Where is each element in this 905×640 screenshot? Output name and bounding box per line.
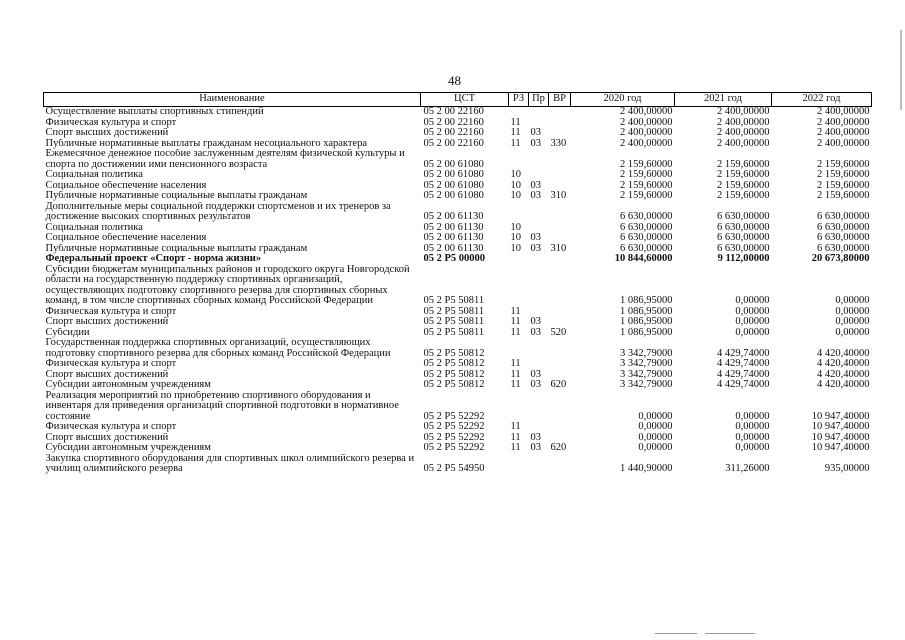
- table-row: [44, 359, 872, 370]
- cell-rz: 11: [510, 317, 521, 327]
- cell-rz: 11: [510, 380, 521, 390]
- cell-rz: 11: [510, 443, 521, 453]
- cell-2021: 6 630,00000: [717, 243, 770, 254]
- cell-cst: 05 2 P5 50812: [423, 359, 485, 369]
- header-name: Наименование: [44, 93, 421, 107]
- table-row: [44, 223, 872, 234]
- cell-2021: 0,00000: [735, 443, 770, 453]
- table-header-row: [44, 93, 872, 107]
- cell-vr: [549, 202, 571, 223]
- cell-vr: [549, 170, 571, 181]
- cell-2021: 2 400,00000: [717, 117, 770, 128]
- cell-vr: [549, 359, 571, 370]
- cell-name: Закупка спортивного оборудования для спортивных школ олимпийского резерва и училищ олимпийского резерва: [45, 453, 415, 474]
- cell-rz: 11: [510, 306, 521, 317]
- cell-2021: 2 400,00000: [717, 128, 770, 138]
- cell-2021: 2 159,60000: [717, 158, 770, 170]
- cell-2022: 4 420,40000: [817, 380, 870, 390]
- cell-cst: 05 2 P5 00000: [423, 254, 486, 264]
- cell-2022: 2 159,60000: [817, 180, 870, 191]
- cell-rz: [509, 149, 529, 170]
- table-row: [44, 181, 872, 192]
- cell-cst: 05 2 P5 50812: [423, 369, 485, 380]
- cell-2020: 3 342,79000: [620, 380, 673, 390]
- cell-cst: 05 2 00 22160: [423, 106, 484, 117]
- table-row: [44, 422, 872, 433]
- cell-rz: 11: [510, 138, 521, 149]
- cell-rz: 11: [510, 369, 521, 380]
- scan-edge-mark: [900, 30, 902, 110]
- cell-rz: 10: [510, 180, 521, 191]
- cell-pr: 03: [530, 191, 541, 201]
- cell-rz: 11: [510, 432, 521, 443]
- cell-cst: 05 2 P5 50811: [423, 327, 485, 338]
- cell-2021: 2 159,60000: [717, 180, 770, 191]
- cell-2021: 2 159,60000: [717, 191, 770, 201]
- cell-2020: 0,00000: [638, 410, 673, 422]
- cell-cst: 05 2 P5 50812: [423, 380, 485, 390]
- cell-2022: 0,00000: [835, 317, 870, 327]
- cell-2020: 1 086,95000: [620, 306, 673, 317]
- cell-cst: 05 2 P5 50811: [423, 317, 485, 327]
- cell-vr: 310: [550, 243, 567, 254]
- cell-2022: 0,00000: [835, 306, 870, 317]
- cell-pr: [529, 118, 549, 129]
- cell-name: Субсидии автономным учреждениям: [45, 443, 211, 453]
- cell-2020: 10 844,60000: [614, 254, 673, 264]
- table-row: [44, 139, 872, 150]
- cell-2020: 1 086,95000: [620, 317, 673, 327]
- header-2020: 2020 год: [571, 93, 675, 107]
- cell-vr: [549, 317, 571, 328]
- cell-pr: [529, 422, 549, 433]
- cell-2022: 2 400,00000: [817, 106, 870, 117]
- cell-cst: 05 2 P5 52292: [423, 410, 485, 422]
- cell-pr: [529, 391, 549, 423]
- cell-pr: 03: [530, 317, 541, 327]
- cell-cst: 05 2 00 61080: [423, 180, 484, 191]
- table-row: [44, 107, 872, 118]
- cell-2021: 0,00000: [735, 295, 770, 306]
- cell-vr: [549, 254, 571, 265]
- cell-name: Физическая культура и спорт: [45, 422, 177, 432]
- table-row: [44, 128, 872, 139]
- cell-vr: [549, 338, 571, 359]
- table-row: [44, 454, 872, 475]
- cell-vr: [549, 422, 571, 433]
- cell-2022: 2 400,00000: [817, 117, 870, 128]
- cell-pr: [529, 223, 549, 234]
- table-row: [44, 380, 872, 391]
- cell-2020: 3 342,79000: [620, 347, 673, 359]
- cell-name: Субсидии автономным учреждениям: [45, 380, 211, 390]
- cell-vr: [549, 370, 571, 381]
- cell-cst: 05 2 00 61080: [423, 158, 484, 170]
- cell-2021: 4 429,74000: [717, 380, 770, 390]
- cell-vr: [549, 223, 571, 234]
- cell-vr: [549, 433, 571, 444]
- table-row: [44, 338, 872, 359]
- cell-2022: 2 159,60000: [817, 158, 870, 170]
- cell-2020: 0,00000: [638, 443, 673, 453]
- cell-2022: 6 630,00000: [817, 211, 870, 222]
- cell-pr: 03: [530, 327, 541, 338]
- cell-pr: 03: [530, 128, 541, 138]
- cell-2020: 2 400,00000: [620, 106, 673, 117]
- cell-vr: [549, 107, 571, 118]
- cell-rz: 11: [510, 117, 521, 128]
- cell-2021: 0,00000: [735, 306, 770, 317]
- cell-rz: 11: [510, 327, 521, 338]
- cell-pr: 03: [530, 180, 541, 191]
- cell-2021: 4 429,74000: [717, 369, 770, 380]
- cell-cst: 05 2 00 61080: [423, 191, 484, 201]
- cell-name: Спорт высших достижений: [45, 317, 169, 327]
- page-number: 48: [448, 73, 461, 88]
- cell-2020: 1 440,90000: [620, 463, 673, 474]
- cell-2020: 2 159,60000: [620, 158, 673, 170]
- cell-rz: [509, 202, 529, 223]
- cell-pr: [529, 338, 549, 359]
- cell-vr: [549, 233, 571, 244]
- footer-line-right: [705, 633, 755, 634]
- table-row: [44, 433, 872, 444]
- table-row: [44, 391, 872, 423]
- cell-2021: 2 159,60000: [717, 170, 770, 180]
- cell-vr: 620: [550, 443, 567, 453]
- cell-2022: 2 400,00000: [817, 138, 870, 149]
- cell-name: Публичные нормативные выплаты гражданам несоциального характера: [45, 138, 368, 149]
- cell-2020: 2 400,00000: [620, 128, 673, 138]
- cell-vr: [549, 454, 571, 475]
- cell-2020: 0,00000: [638, 422, 673, 432]
- table-row: [44, 317, 872, 328]
- cell-name: Спорт высших достижений: [45, 432, 169, 443]
- cell-2020: 2 159,60000: [620, 180, 673, 191]
- cell-2020: 6 630,00000: [620, 243, 673, 254]
- header-2021: 2021 год: [675, 93, 772, 107]
- table-row: [44, 254, 872, 265]
- cell-name: Физическая культура и спорт: [45, 359, 177, 369]
- cell-rz: [509, 338, 529, 359]
- cell-rz: [509, 254, 529, 265]
- cell-2021: 6 630,00000: [717, 222, 770, 233]
- cell-2022: 10 947,40000: [811, 410, 870, 422]
- cell-2022: 6 630,00000: [817, 233, 870, 243]
- cell-2020: 1 086,95000: [620, 295, 673, 306]
- cell-name: Реализация мероприятий по приобретению спортивного оборудования и инвентаря для приведения организаций спортивной подготовки в нормативное состояние: [45, 390, 399, 422]
- table-body: [44, 107, 872, 475]
- cell-2022: 20 673,80000: [811, 254, 870, 264]
- cell-rz: 11: [510, 422, 521, 432]
- cell-vr: 620: [550, 380, 567, 390]
- cell-cst: 05 2 00 22160: [423, 117, 484, 128]
- cell-pr: 03: [530, 369, 541, 380]
- cell-pr: [529, 454, 549, 475]
- cell-2021: 0,00000: [735, 410, 770, 422]
- cell-rz: [509, 391, 529, 423]
- cell-cst: 05 2 00 22160: [423, 138, 484, 149]
- table-row: [44, 118, 872, 129]
- cell-2022: 935,00000: [824, 463, 870, 474]
- cell-pr: 03: [530, 233, 541, 243]
- table-row: [44, 443, 872, 454]
- table-row: [44, 170, 872, 181]
- cell-name: Субсидии: [45, 327, 90, 338]
- table-row: [44, 149, 872, 170]
- cell-rz: 11: [510, 359, 521, 369]
- cell-name: Спорт высших достижений: [45, 128, 169, 138]
- cell-2020: 6 630,00000: [620, 222, 673, 233]
- cell-name: Осуществление выплаты спортивных стипендий: [45, 106, 264, 117]
- cell-pr: [529, 170, 549, 181]
- cell-2021: 311,26000: [725, 463, 770, 474]
- cell-2021: 4 429,74000: [717, 359, 770, 369]
- cell-2021: 6 630,00000: [717, 211, 770, 222]
- footer-line-left: [655, 633, 697, 634]
- cell-vr: [549, 181, 571, 192]
- cell-pr: 03: [530, 380, 541, 390]
- cell-2020: 3 342,79000: [620, 369, 673, 380]
- cell-pr: [529, 265, 549, 307]
- cell-vr: [549, 128, 571, 139]
- header-rz: РЗ: [509, 93, 529, 107]
- cell-2021: 9 112,00000: [717, 254, 770, 264]
- cell-2020: 2 400,00000: [620, 117, 673, 128]
- cell-cst: 05 2 00 61130: [423, 233, 484, 243]
- cell-2020: 2 159,60000: [620, 170, 673, 180]
- cell-2022: 2 159,60000: [817, 170, 870, 180]
- cell-2020: 0,00000: [638, 432, 673, 443]
- cell-name: Субсидии бюджетам муниципальных районов и городского округа Новгородской области на государственную поддержку спортивных организаций, осуществляющих подготовку спортивного резерва для спортивных сборных команд, в том числе спортивных сборных команд Российской Федерации: [45, 264, 410, 306]
- cell-cst: 05 2 P5 52292: [423, 443, 485, 453]
- cell-2022: 4 420,40000: [817, 359, 870, 369]
- cell-pr: [529, 254, 549, 265]
- cell-rz: 11: [510, 128, 521, 138]
- cell-2020: 1 086,95000: [620, 327, 673, 338]
- cell-2021: 2 400,00000: [717, 106, 770, 117]
- cell-rz: 10: [510, 222, 521, 233]
- cell-name: Социальное обеспечение населения: [45, 180, 207, 191]
- table-row: [44, 307, 872, 318]
- cell-2022: 0,00000: [835, 327, 870, 338]
- cell-2022: 10 947,40000: [811, 422, 870, 432]
- cell-name: Социальная политика: [45, 222, 143, 233]
- budget-table: [43, 92, 872, 475]
- cell-2022: 10 947,40000: [811, 443, 870, 453]
- cell-name: Публичные нормативные социальные выплаты гражданам: [45, 243, 308, 254]
- cell-pr: [529, 359, 549, 370]
- cell-2022: 10 947,40000: [811, 432, 870, 443]
- table-row: [44, 244, 872, 255]
- cell-name: Публичные нормативные социальные выплаты гражданам: [45, 191, 308, 201]
- cell-2021: 0,00000: [735, 422, 770, 432]
- cell-rz: 10: [510, 170, 521, 180]
- cell-rz: [509, 265, 529, 307]
- cell-name: Государственная поддержка спортивных организаций, осуществляющих подготовку спортивного резерва для сборных команд Российской Федерации: [45, 338, 391, 359]
- cell-cst: 05 2 00 61080: [423, 170, 484, 180]
- cell-2022: 2 159,60000: [817, 191, 870, 201]
- cell-2022: 0,00000: [835, 295, 870, 306]
- cell-vr: 520: [550, 327, 567, 338]
- table-row: [44, 328, 872, 339]
- cell-name: Федеральный проект «Спорт - норма жизни»: [45, 254, 262, 264]
- cell-2020: 6 630,00000: [620, 211, 673, 222]
- table-row: [44, 265, 872, 307]
- table-row: [44, 202, 872, 223]
- cell-2020: 3 342,79000: [620, 359, 673, 369]
- cell-cst: 05 2 P5 52292: [423, 432, 485, 443]
- cell-vr: [549, 265, 571, 307]
- cell-2021: 0,00000: [735, 432, 770, 443]
- cell-name: Физическая культура и спорт: [45, 117, 177, 128]
- cell-2021: 4 429,74000: [717, 347, 770, 359]
- cell-2020: 6 630,00000: [620, 233, 673, 243]
- header-2022: 2022 год: [772, 93, 872, 107]
- cell-vr: 310: [550, 191, 567, 201]
- cell-2020: 2 159,60000: [620, 191, 673, 201]
- cell-rz: 10: [510, 243, 521, 254]
- cell-pr: [529, 202, 549, 223]
- cell-name: Физическая культура и спорт: [45, 306, 177, 317]
- cell-2022: 4 420,40000: [817, 347, 870, 359]
- cell-cst: 05 2 00 61130: [423, 243, 484, 254]
- cell-2021: 0,00000: [735, 317, 770, 327]
- cell-name: Социальная политика: [45, 170, 143, 180]
- cell-rz: 10: [510, 191, 521, 201]
- cell-pr: 03: [530, 443, 541, 453]
- cell-cst: 05 2 P5 50812: [423, 347, 485, 359]
- cell-2021: 2 400,00000: [717, 138, 770, 149]
- cell-name: Спорт высших достижений: [45, 369, 169, 380]
- cell-cst: 05 2 P5 50811: [423, 295, 485, 306]
- cell-cst: 05 2 00 61130: [423, 211, 484, 222]
- cell-2022: 6 630,00000: [817, 243, 870, 254]
- table-row: [44, 191, 872, 202]
- cell-name: Ежемесячное денежное пособие заслуженным деятелям физической культуры и спорта по достижении ими пенсионного возраста: [45, 149, 405, 170]
- cell-pr: [529, 107, 549, 118]
- cell-2022: 4 420,40000: [817, 369, 870, 380]
- cell-rz: [509, 454, 529, 475]
- table-row: [44, 370, 872, 381]
- cell-2021: 6 630,00000: [717, 233, 770, 243]
- cell-pr: [529, 307, 549, 318]
- cell-vr: 330: [550, 138, 567, 149]
- cell-2022: 2 400,00000: [817, 128, 870, 138]
- header-vr: ВР: [549, 93, 571, 107]
- cell-vr: [549, 118, 571, 129]
- cell-2021: 0,00000: [735, 327, 770, 338]
- cell-pr: 03: [530, 432, 541, 443]
- cell-rz: 10: [510, 233, 521, 243]
- cell-vr: [549, 149, 571, 170]
- cell-cst: 05 2 P5 50811: [423, 306, 485, 317]
- cell-rz: [509, 107, 529, 118]
- cell-pr: 03: [530, 138, 541, 149]
- cell-name: Дополнительные меры социальной поддержки спортсменов и их тренеров за достижение высоких спортивных результатов: [45, 201, 391, 222]
- cell-cst: 05 2 P5 54950: [423, 463, 485, 474]
- cell-name: Социальное обеспечение населения: [45, 233, 207, 243]
- cell-2020: 2 400,00000: [620, 138, 673, 149]
- cell-2022: 6 630,00000: [817, 222, 870, 233]
- cell-cst: 05 2 P5 52292: [423, 422, 485, 432]
- cell-pr: [529, 149, 549, 170]
- cell-cst: 05 2 00 22160: [423, 128, 484, 138]
- cell-cst: 05 2 00 61130: [423, 222, 484, 233]
- cell-pr: 03: [530, 243, 541, 254]
- cell-vr: [549, 391, 571, 423]
- table-row: [44, 233, 872, 244]
- cell-vr: [549, 307, 571, 318]
- header-pr: Пр: [529, 93, 549, 107]
- header-cst: ЦСТ: [421, 93, 509, 107]
